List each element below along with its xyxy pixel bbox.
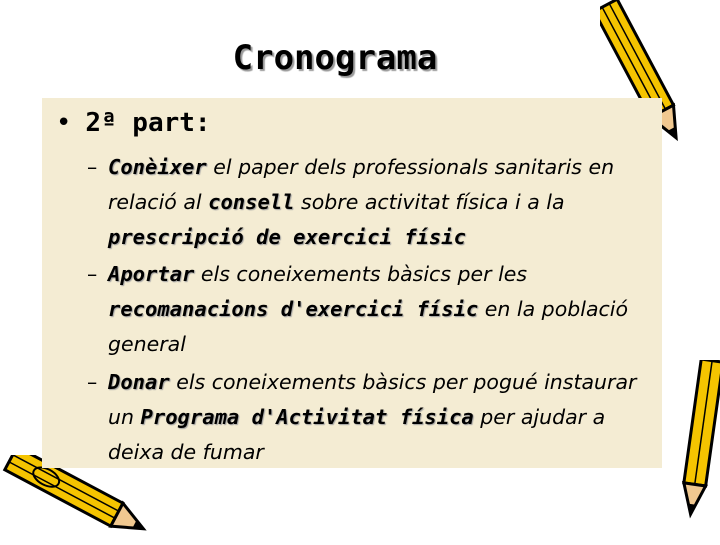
pencil-icon [682,360,720,520]
text-segment: en la població general [108,297,629,356]
keyword: recomanacions d'exercici físic [108,297,479,321]
item-text [108,365,660,470]
dash-symbol: – [87,370,98,394]
bullet-heading [56,108,211,138]
dash-symbol: – [87,262,98,286]
text-segment: sobre activitat física i a la [294,190,565,214]
keyword: Donar [108,370,170,394]
item-text [108,150,660,255]
keyword: Aportar [108,262,195,286]
bullet-symbol: • [56,108,72,138]
dash-symbol: – [87,155,98,179]
keyword: consell [208,190,295,214]
item-text [108,257,660,362]
slide-title: Cronograma [232,38,438,78]
bullet-label: 2ª part: [85,108,211,138]
text-segment: els coneixements bàsics per les [194,262,528,286]
text-segment: el paper dels professionals sanitaris en relació al [108,155,615,214]
keyword: prescripció de exercici físic [108,225,466,249]
keyword: Programa d'Activitat física [140,405,474,429]
text-segment: per ajudar a deixa de fumar [108,405,606,464]
list-item [75,257,660,362]
list-item [75,150,660,255]
list-item [75,365,660,470]
keyword: Conèixer [108,155,207,179]
text-segment: els coneixements bàsics per pogué instaurar un [108,370,637,429]
